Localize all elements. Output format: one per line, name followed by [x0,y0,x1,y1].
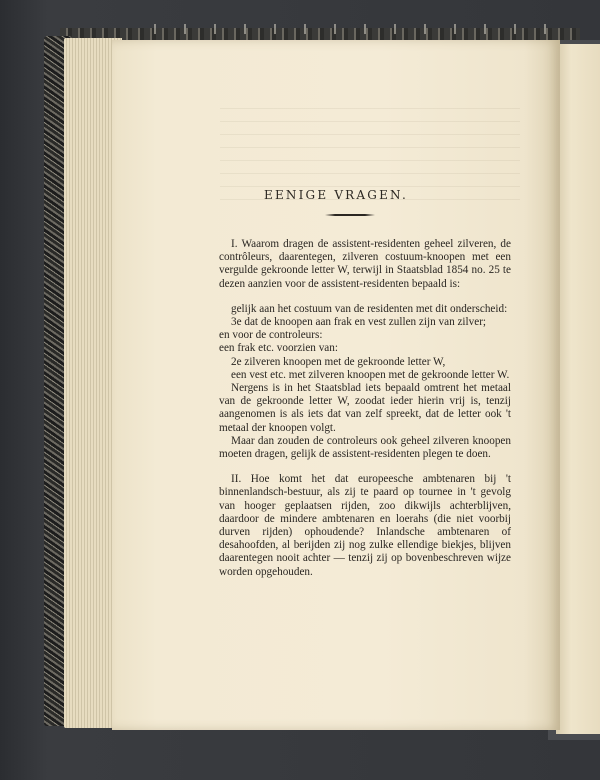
paragraph-quote-3: en voor de controleurs: [219,329,323,342]
paragraph-quote-1: gelijk aan het costuum van de residenten met dit onderscheid: [231,302,508,315]
paragraph-nergens: Nergens is in het Staatsblad iets bepaald omtrent het metaal van de gekroonde letter W, zoodat ieder hierin vrij is, tenzij aangenomen is als iets dat van zelf spreekt, dat de letter ook 't metaal der knoopen volgt. [219,382,511,434]
page-heading: EENIGE VRAGEN. [264,188,408,202]
facing-page-edge [556,44,600,734]
heading-rule [325,214,375,216]
paragraph-quote-4: een frak etc. voorzien van: [219,342,338,355]
top-edge-marks [140,24,560,34]
show-through-text [220,100,520,200]
paragraph-quote-5: 2e zilveren knoopen met de gekroonde letter W, [231,355,446,368]
paragraph-quote-2: 3e dat de knoopen aan frak en vest zullen zijn van zilver; [231,316,487,329]
page-body [219,238,511,579]
paragraph-gap [219,291,511,303]
paragraph-quote-6: een vest etc. met zilveren knoopen met de gekroonde letter W. [231,368,510,381]
paragraph-gap [219,461,511,473]
paragraph-maar: Maar dan zouden de controleurs ook geheel zilveren knoopen moeten dragen, gelijk de assistent-residenten plegen te doen. [219,434,511,461]
paragraph-question-2: II. Hoe komt het dat europeesche ambtenaren bij 't binnenlandsch-bestuur, als zij te paard op tournee in 't gevolg van hooger geplaatsen rijden, zoo dikwijls achterblijven, daardoor de mindere ambtenaren en loerahs (die niet voorbij durven rijden) ophoudende? Inlandsche ambtenaren of desahoofden, al berijden zij nog zulke ellendige biekjes, blijven daarentegen nooit achter — tenzij zij op bovenbeschreven wijze worden opgehouden. [219,473,511,578]
paragraph-question-1: I. Waarom dragen de assistent-residenten geheel zilveren, de contrôleurs, daarentegen, zilveren costuum-knoopen met een vergulde gekroonde letter W, terwijl in Staatsblad 1854 no. 25 te dezen aanzien voor de assistent-residenten bepaald is: [219,238,511,290]
